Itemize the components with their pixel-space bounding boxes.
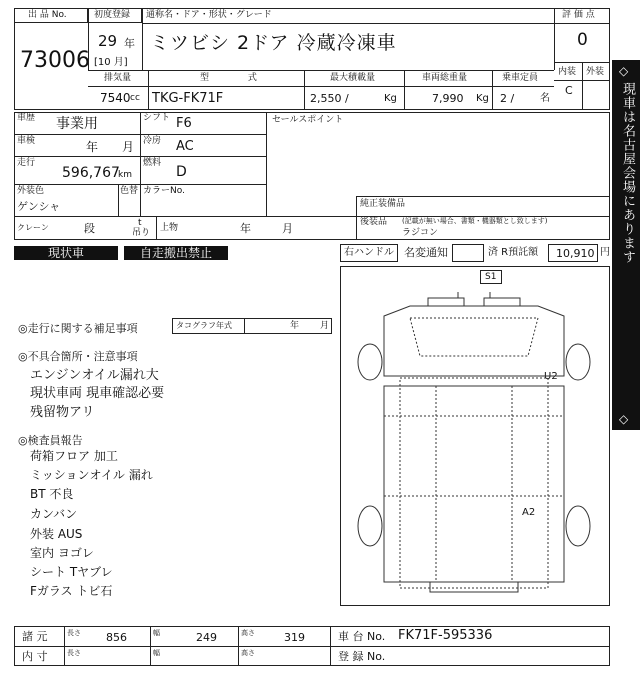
inner-width-label: 幅 <box>153 649 160 657</box>
specs-divider-1 <box>148 70 149 110</box>
genuine-line <box>356 196 610 197</box>
inspector-item-3: BT 不良 <box>30 487 74 501</box>
height: 319 <box>284 631 305 644</box>
model: TKG-FK71F <box>152 91 224 106</box>
score-label-line <box>554 23 610 24</box>
driving-notes-label: ◎走行に関する補足事項 <box>18 322 138 335</box>
banner-diamond-bottom: ◇ <box>619 412 629 426</box>
max-load-label: 最大積載量 <box>330 73 376 83</box>
gross-weight-label: 車両総重量 <box>422 73 468 83</box>
color-label: 外装色 <box>17 186 45 196</box>
mileage-unit: km <box>118 170 132 180</box>
color-code-label: カラーNo. <box>143 186 185 196</box>
tachograph-label: タコグラフ年式 <box>176 321 232 330</box>
color-change-label: 色替 <box>120 186 139 196</box>
chassis-number: FK71F-595336 <box>398 628 493 643</box>
banner-text: 現車は名古屋会場にあります <box>620 82 635 264</box>
details-line-2 <box>14 156 266 157</box>
displacement-label: 排気量 <box>104 73 132 83</box>
self-drive-prohibited-badge: 自走搬出禁止 <box>124 246 228 260</box>
specs-divider-2 <box>304 70 305 110</box>
details-line-1 <box>14 134 266 135</box>
lot-label: 出 品 No. <box>28 10 67 20</box>
ac-label: 冷房 <box>143 136 162 146</box>
aftermarket-note: (記載が無い場合、書類・機器類とし致します) <box>402 217 548 225</box>
genuine-divider <box>356 196 357 240</box>
inner-label: 内 寸 <box>22 650 48 663</box>
height-label: 高さ <box>241 629 255 637</box>
width: 249 <box>196 631 217 644</box>
interior-label: 内装 <box>558 67 577 77</box>
tachograph-month: 月 <box>320 321 330 331</box>
genuine-label: 純正装備品 <box>360 199 406 209</box>
upper-year: 年 <box>240 222 251 235</box>
sales-point-label: セールスポイント <box>272 115 344 125</box>
upper-label: 上物 <box>160 223 179 233</box>
inspection-year: 年 <box>86 140 99 154</box>
upper-divider <box>156 216 157 240</box>
dims-label: 諸 元 <box>22 630 48 643</box>
score-label: 評 価 点 <box>562 10 595 20</box>
reg-year: 29 <box>98 32 118 50</box>
inner-length-label: 長さ <box>67 649 81 657</box>
crane-stage: 段 <box>84 222 95 235</box>
grade-label-line <box>554 80 610 81</box>
name-change-box <box>452 244 484 262</box>
name-change-label: 名変通知 <box>404 246 448 259</box>
defect-item-1: エンジンオイル漏れ大 <box>30 368 159 383</box>
defect-item-3: 残留物アリ <box>30 405 95 420</box>
crane-hang: 吊り <box>132 228 151 238</box>
reg-month: [10 月] <box>94 57 128 68</box>
mark-a2: A2 <box>522 507 536 518</box>
inspector-item-8: Fガラス トビ石 <box>30 584 113 598</box>
inspection-month: 月 <box>122 140 135 154</box>
details-divider-2 <box>266 112 267 216</box>
length: 856 <box>106 631 127 644</box>
recycle-label: 済 R預託額 <box>488 247 539 258</box>
width-label: 幅 <box>153 629 160 637</box>
upper-month: 月 <box>282 222 293 235</box>
as-is-badge: 現状車 <box>14 246 118 260</box>
specs-divider-4 <box>492 70 493 110</box>
inspector-item-5: 外装 AUS <box>30 527 83 541</box>
recycle-amount: 10,910 <box>556 247 595 260</box>
chassis-label: 車 台 No. <box>338 630 386 643</box>
shift-label: シフト <box>143 113 171 123</box>
crane-ton: t <box>138 218 142 228</box>
recycle-unit: 円 <box>600 247 610 258</box>
first-reg-label: 初度登録 <box>94 10 131 20</box>
length-label: 長さ <box>67 629 81 637</box>
tachograph-year: 年 <box>290 321 300 331</box>
footer-divider-1 <box>64 626 65 666</box>
inner-height-label: 高さ <box>241 649 255 657</box>
inspector-label: ◎検査員報告 <box>18 434 83 447</box>
inspector-item-7: シート Tヤブレ <box>30 565 113 579</box>
fuel-label: 燃料 <box>143 158 162 168</box>
capacity-label: 乗車定員 <box>502 73 539 83</box>
location-banner <box>612 60 640 430</box>
color-divider <box>118 184 119 216</box>
specs-mid-line <box>88 86 554 87</box>
mark-u2: U2 <box>544 371 558 382</box>
specs-divider-3 <box>404 70 405 110</box>
banner-diamond-top: ◇ <box>619 64 629 78</box>
max-load: 2,550 / <box>310 92 349 105</box>
footer-divider-2 <box>150 626 151 666</box>
defect-item-2: 現状車両 現車確認必要 <box>30 386 165 401</box>
mileage: 596,767 <box>62 165 120 181</box>
displacement-unit: cc <box>130 93 140 103</box>
max-load-unit: Kg <box>384 93 397 104</box>
footer-divider-4 <box>330 626 331 666</box>
truck-diagram <box>340 266 610 606</box>
specs-top-line <box>88 70 554 71</box>
right-hand-label: 右ハンドル <box>344 247 394 258</box>
vehicle-name: ミツビシ 2ドア 冷蔵冷凍車 <box>150 32 397 54</box>
mark-s1: S1 <box>485 272 497 282</box>
capacity-unit: 名 <box>540 93 550 104</box>
reg-divider <box>142 8 143 70</box>
ac: AC <box>176 139 194 154</box>
footer-mid-line <box>14 646 610 647</box>
inspector-item-1: 荷箱フロア 加工 <box>30 449 118 463</box>
crane-label: クレーン <box>17 223 49 232</box>
inspector-item-4: カンバン <box>30 507 78 521</box>
inspector-item-2: ミッションオイル 漏れ <box>30 468 153 482</box>
lot-number: 73006 <box>20 48 90 73</box>
tachograph-divider <box>244 318 245 334</box>
inspector-item-6: 室内 ヨゴレ <box>30 546 94 560</box>
header-label-line <box>142 23 554 24</box>
history: 事業用 <box>56 116 98 132</box>
footer-divider-3 <box>238 626 239 666</box>
grade-divider <box>582 62 583 110</box>
aftermarket-label: 後装品 <box>360 217 388 227</box>
model-label: 型 式 <box>200 73 275 83</box>
vehicle-name-label: 通称名・ドア・形状・グレード <box>146 10 272 20</box>
fuel: D <box>176 164 187 180</box>
reg-no-label: 登 録 No. <box>338 650 386 663</box>
exterior-label: 外装 <box>586 67 605 77</box>
score-divider <box>554 8 555 70</box>
reg-year-unit: 年 <box>124 37 135 50</box>
shift: F6 <box>176 116 192 131</box>
inspection-label: 車検 <box>17 136 36 146</box>
capacity: 2 / <box>500 92 515 105</box>
gross-weight-unit: Kg <box>476 93 489 104</box>
gross-weight: 7,990 <box>432 92 464 105</box>
mileage-label: 走行 <box>17 158 36 168</box>
defects-label: ◎不具合箇所・注意事項 <box>18 350 138 363</box>
history-label: 車歴 <box>17 113 36 123</box>
color: ゲンシャ <box>17 200 61 213</box>
aftermarket-value: ラジコン <box>402 228 439 238</box>
details-divider-1 <box>140 112 141 216</box>
interior-grade: C <box>565 84 573 97</box>
score-value: 0 <box>577 30 588 50</box>
displacement: 7540 <box>100 91 131 105</box>
details-line-3 <box>14 184 266 185</box>
